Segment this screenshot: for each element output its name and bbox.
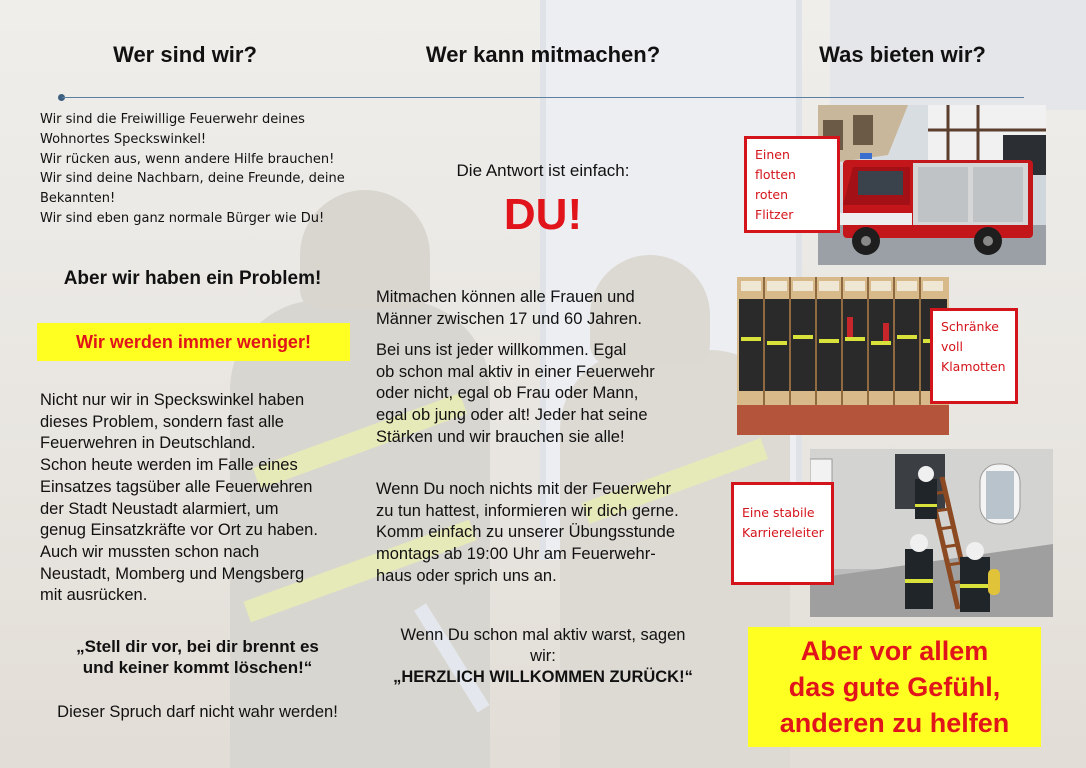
eligibility-paragraph	[376, 287, 710, 330]
quote	[40, 636, 355, 678]
paragraph-line: dieses Problem, sondern fast alle	[40, 412, 284, 431]
paragraph-line: der Stadt Neustadt alarmiert, um	[40, 499, 279, 518]
lockers-photo	[737, 277, 949, 435]
good-feeling-banner	[748, 627, 1041, 747]
fire-truck-label	[744, 136, 840, 233]
heading-who-can-join: Wer kann mitmachen?	[425, 42, 661, 67]
label-line: roten Flitzer	[755, 187, 794, 222]
answer-intro: Die Antwort ist einfach:	[456, 161, 630, 180]
label-line: voll	[941, 339, 963, 354]
paragraph-line: oder nicht, egal ob Frau oder Mann,	[376, 384, 639, 403]
paragraph-line: genug Einsatzkräfte vor Ort zu haben.	[40, 521, 318, 540]
welcome-line: „HERZLICH WILLKOMMEN ZURÜCK!“	[393, 668, 693, 686]
paragraph-line: zu tun hattest, informieren wir dich gerne.	[376, 501, 679, 520]
final-line: das gute Gefühl,	[788, 672, 1001, 702]
welcome-back	[376, 625, 710, 688]
training-info-paragraph	[376, 479, 710, 588]
paragraph-line: Neustadt, Momberg und Mengsberg	[40, 564, 305, 583]
ladder-photo	[810, 449, 1053, 617]
paragraph-line: ob schon mal aktiv in einer Feuerwehr	[376, 362, 655, 381]
quote-line: „Stell dir vor, bei dir brennt es	[76, 637, 319, 656]
closing-text: Dieser Spruch darf nicht wahr werden!	[57, 703, 338, 721]
label-line: Einen	[755, 147, 790, 162]
final-line: anderen zu helfen	[779, 708, 1010, 738]
intro-line: Wir sind eben ganz normale Bürger wie Du!	[40, 210, 325, 226]
du-headline: DU!	[503, 190, 583, 239]
paragraph-line: Feuerwehren in Deutschland.	[40, 434, 256, 453]
intro-line: Wir rücken aus, wenn andere Hilfe brauchen!	[40, 151, 335, 167]
heading-what-we-offer: Was bieten wir?	[819, 42, 986, 67]
label-line: Eine stabile	[742, 505, 815, 520]
paragraph-line: mit ausrücken.	[40, 586, 148, 605]
paragraph-line: Mitmachen können alle Frauen und	[376, 288, 635, 306]
label-line: flotten	[755, 167, 796, 182]
paragraph-line: Stärken und wir brauchen sie alle!	[376, 427, 625, 446]
heading-who-we-are: Wer sind wir?	[113, 42, 257, 67]
label-line: Karriereleiter	[742, 525, 824, 540]
intro-line: Wohnortes Speckswinkel!	[40, 131, 207, 147]
intro-text	[40, 110, 350, 229]
label-line: Klamotten	[941, 359, 1006, 374]
shrinking-banner	[37, 323, 350, 361]
paragraph-line: Komm einfach zu unserer Übungsstunde	[376, 523, 675, 542]
paragraph-line: Auch wir mussten schon nach	[40, 542, 260, 561]
label-line: Schränke	[941, 319, 999, 334]
banner-text: Wir werden immer weniger!	[76, 331, 311, 352]
paragraph-line: Nicht nur wir in Speckswinkel haben	[40, 391, 305, 409]
paragraph-line: haus oder sprich uns an.	[376, 566, 557, 585]
quote-line: und keiner kommt löschen!“	[82, 658, 313, 677]
paragraph-line: Männer zwischen 17 und 60 Jahren.	[376, 309, 642, 328]
welcome-line: wir:	[530, 647, 556, 665]
heading-divider	[62, 97, 1024, 98]
paragraph-line: egal ob jung oder alt! Jeder hat seine	[376, 406, 648, 425]
fire-truck-photo	[818, 105, 1046, 265]
problem-paragraph	[40, 390, 360, 607]
paragraph-line: montags ab 19:00 Uhr am Feuerwehr-	[376, 545, 656, 564]
intro-line: Wir sind deine Nachbarn, deine Freunde, deine	[40, 171, 345, 187]
lockers-label	[930, 308, 1018, 404]
final-line: Aber vor allem	[800, 636, 989, 666]
ladder-label	[731, 482, 834, 585]
intro-line: Wir sind die Freiwillige Feuerwehr deines	[40, 112, 305, 127]
paragraph-line: Einsatzes tagsüber alle Feuerwehren	[40, 477, 313, 496]
intro-line: Bekannten!	[40, 191, 116, 207]
paragraph-line: Wenn Du noch nichts mit der Feuerwehr	[376, 480, 671, 498]
welcome-everyone-paragraph	[376, 340, 710, 449]
paragraph-line: Bei uns ist jeder willkommen. Egal	[376, 341, 627, 359]
problem-heading: Aber wir haben ein Problem!	[63, 268, 322, 289]
welcome-line: Wenn Du schon mal aktiv warst, sagen	[400, 626, 686, 644]
paragraph-line: Schon heute werden im Falle eines	[40, 456, 298, 475]
